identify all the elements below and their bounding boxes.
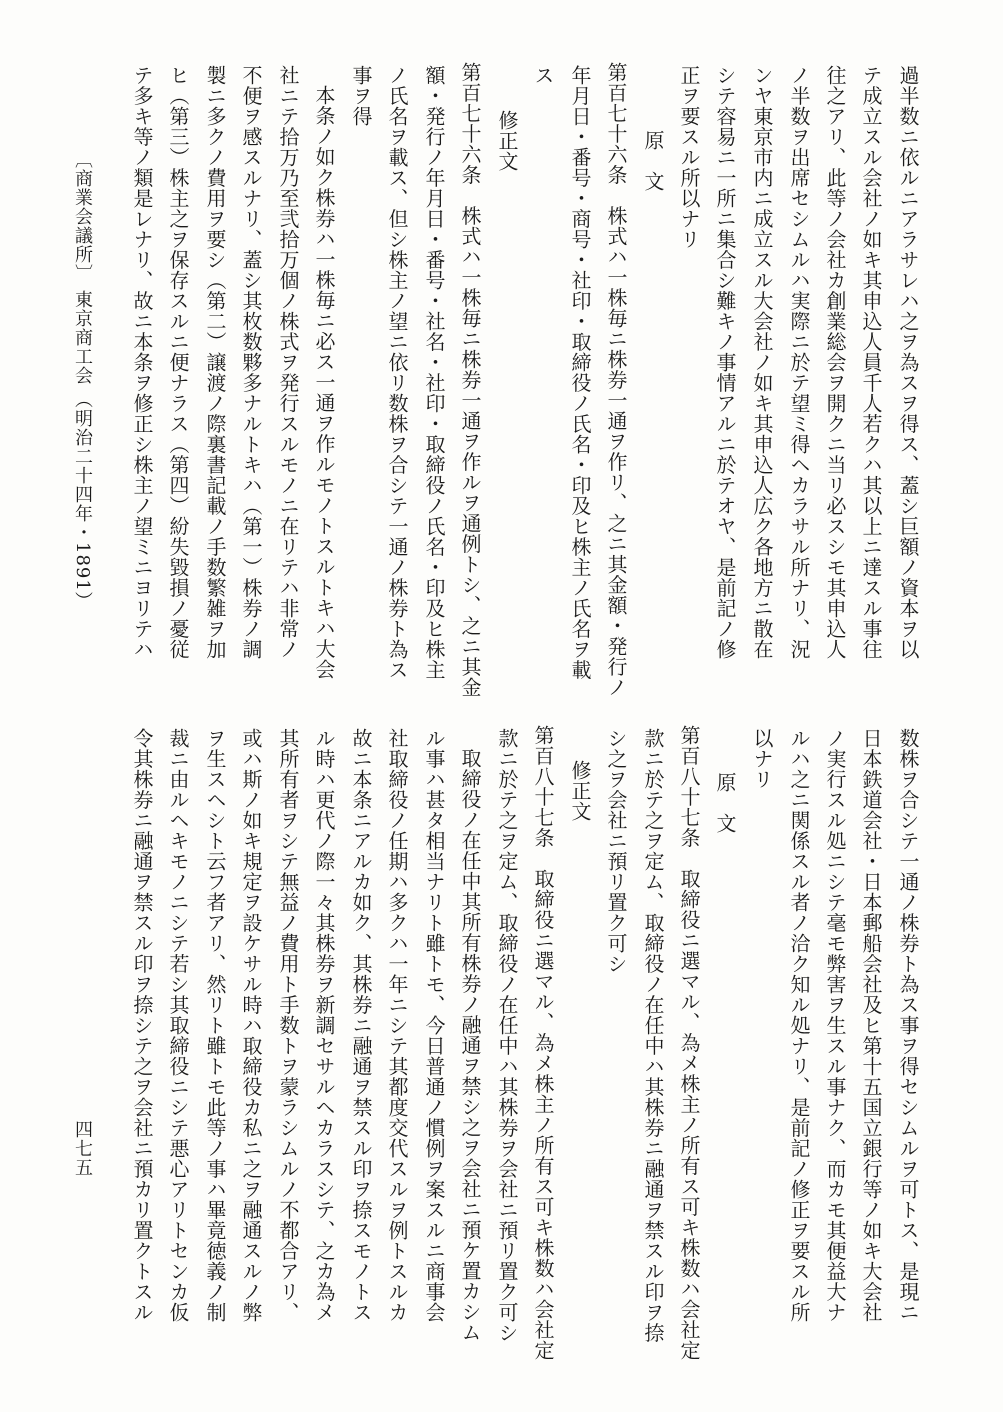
text-column: 裁ニ由ルヘキモノニシテ若シ其取締役ニシテ悪心アリトセンカ仮 [166, 728, 190, 1323]
text-column: 日本鉄道会社・日本郵船会社及ヒ第十五国立銀行等ノ如キ大会社 [859, 728, 883, 1323]
text-column: ル時ハ更代ノ際一々其株券ヲ新調セサルヘカラスシテ、之カ為メ [312, 728, 336, 1323]
section-heading: 原 文 [641, 130, 665, 192]
text-column: 取締役ノ在任中其所有株券ノ融通ヲ禁シ之ヲ会社ニ預ケ置カシム [458, 748, 482, 1343]
text-column: 以ナリ [750, 728, 774, 790]
date-label: （明治二十四年・1891） [72, 390, 93, 611]
text-column: 故ニ本条ニアルカ如ク、其株券ニ融通ヲ禁スル印ヲ捺スモノトス [349, 728, 373, 1323]
text-column: 不便ヲ感スルナリ、蓋シ其枚数夥多ナルトキハ（第一）株券ノ調 [239, 65, 263, 660]
text-column: ルハ之ニ関係スル者ノ洽ク知ル処ナリ、是前記ノ修正ヲ要スル所 [787, 728, 811, 1323]
text-column: ヲ生スヘシト云フ者アリ、然リト雖トモ此等ノ事ハ畢竟徳義ノ制 [203, 728, 227, 1323]
text-column: 款ニ於テ之ヲ定ム、取締役ノ在任中ハ其株券ニ融通ヲ禁スル印ヲ捺 [641, 728, 665, 1343]
text-column: 製ニ多クノ費用ヲ要シ（第二）譲渡ノ際裏書記載ノ手数繁雑ヲ加 [203, 65, 227, 660]
organization-label: 東京商工会 [72, 290, 93, 385]
text-column: 款ニ於テ之ヲ定ム、取締役ノ在任中ハ其株券ヲ会社ニ預リ置ク可シ [495, 728, 519, 1343]
text-column: 過半数ニ依ルニアラサレハ之ヲ為スヲ得ス、蓋シ巨額ノ資本ヲ以 [896, 65, 920, 660]
text-column: 額・発行ノ年月日・番号・社名・社印・取締役ノ氏名・印及ヒ株主 [422, 65, 446, 680]
text-column: 社ニテ拾万乃至弐拾万個ノ株式ヲ発行スルモノニ在リテハ非常ノ [276, 65, 300, 660]
text-column: ノ実行スル処ニシテ毫モ弊害ヲ生スル事ナク、而カモ其便益大ナ [823, 728, 847, 1323]
text-column: ル事ハ甚タ相当ナリト雖トモ、今日普通ノ慣例ヲ案スルニ商事会 [422, 728, 446, 1323]
text-column: ノ氏名ヲ載ス、但シ株主ノ望ニ依リ数株ヲ合シテ一通ノ株券ト為ス [385, 65, 409, 680]
text-column: 令其株券ニ融通ヲ禁スル印ヲ捺シテ之ヲ会社ニ預カリ置クトスル [130, 728, 154, 1323]
article-heading: 第百七十六条 株式ハ一株毎ニ株券一通ヲ作ルヲ通例トシ、之ニ其金 [458, 62, 482, 698]
article-heading: 第百七十六条 株式ハ一株毎ニ株券一通ヲ作リ、之ニ其金額・発行ノ [604, 62, 628, 698]
section-heading: 修正文 [495, 110, 519, 172]
text-column: 往之アリ、此等ノ会社カ創業総会ヲ開クニ当リ必スシモ其申込人 [823, 65, 847, 660]
text-column: 或ハ斯ノ如キ規定ヲ設ケサル時ハ取締役カ私ニ之ヲ融通スルノ弊 [239, 728, 263, 1323]
source-label: 〔商業会議所〕 [72, 150, 93, 283]
text-column: ス [531, 65, 555, 86]
text-column: 其所有者ヲシテ無益ノ費用ト手数トヲ蒙ラシムルノ不都合アリ、 [276, 728, 300, 1323]
article-heading: 第百八十七条 取締役ニ選マル、為メ株主ノ所有ス可キ株数ハ会社定 [677, 725, 701, 1361]
text-column: ノ半数ヲ出席セシムルハ実際ニ於テ望ミ得ヘカラサル所ナリ、況 [787, 65, 811, 660]
text-column: 数株ヲ合シテ一通ノ株券ト為ス事ヲ得セシムルヲ可トス、是現ニ [896, 728, 920, 1323]
text-column: 社取締役ノ任期ハ多クハ一年ニシテ其都度交代スルヲ例トスルカ [385, 728, 409, 1323]
section-heading: 原 文 [713, 772, 737, 834]
article-heading: 第百八十七条 取締役ニ選マル、為メ株主ノ所有ス可キ株数ハ会社定 [531, 725, 555, 1361]
text-column: 事ヲ得 [349, 65, 373, 127]
text-column: テ多キ等ノ類是レナリ、故ニ本条ヲ修正シ株主ノ望ミニヨリテハ [130, 65, 154, 660]
text-column: ヒ（第三）株主之ヲ保存スルニ便ナラス（第四）紛失毀損ノ憂従 [166, 65, 190, 660]
text-column: シテ容易ニ一所ニ集合シ難キノ事情アルニ於テオヤ、是前記ノ修 [713, 65, 737, 660]
text-column: 本条ノ如ク株券ハ一株毎ニ必ス一通ヲ作ルモノトスルトキハ大会 [312, 85, 336, 680]
section-heading: 修正文 [568, 760, 592, 822]
text-column: 年月日・番号・商号・社印・取締役ノ氏名・印及ヒ株主ノ氏名ヲ載 [568, 65, 592, 680]
text-column: 正ヲ要スル所以ナリ [677, 65, 701, 250]
text-column: テ成立スル会社ノ如キ其申込人員千人若クハ其以上ニ達スル事往 [859, 65, 883, 660]
text-column: シ之ヲ会社ニ預リ置ク可シ [604, 728, 628, 974]
text-column: ンヤ東京市内ニ成立スル大会社ノ如キ其申込人広ク各地方ニ散在 [750, 65, 774, 660]
page-number: 四七五 [72, 1120, 93, 1177]
